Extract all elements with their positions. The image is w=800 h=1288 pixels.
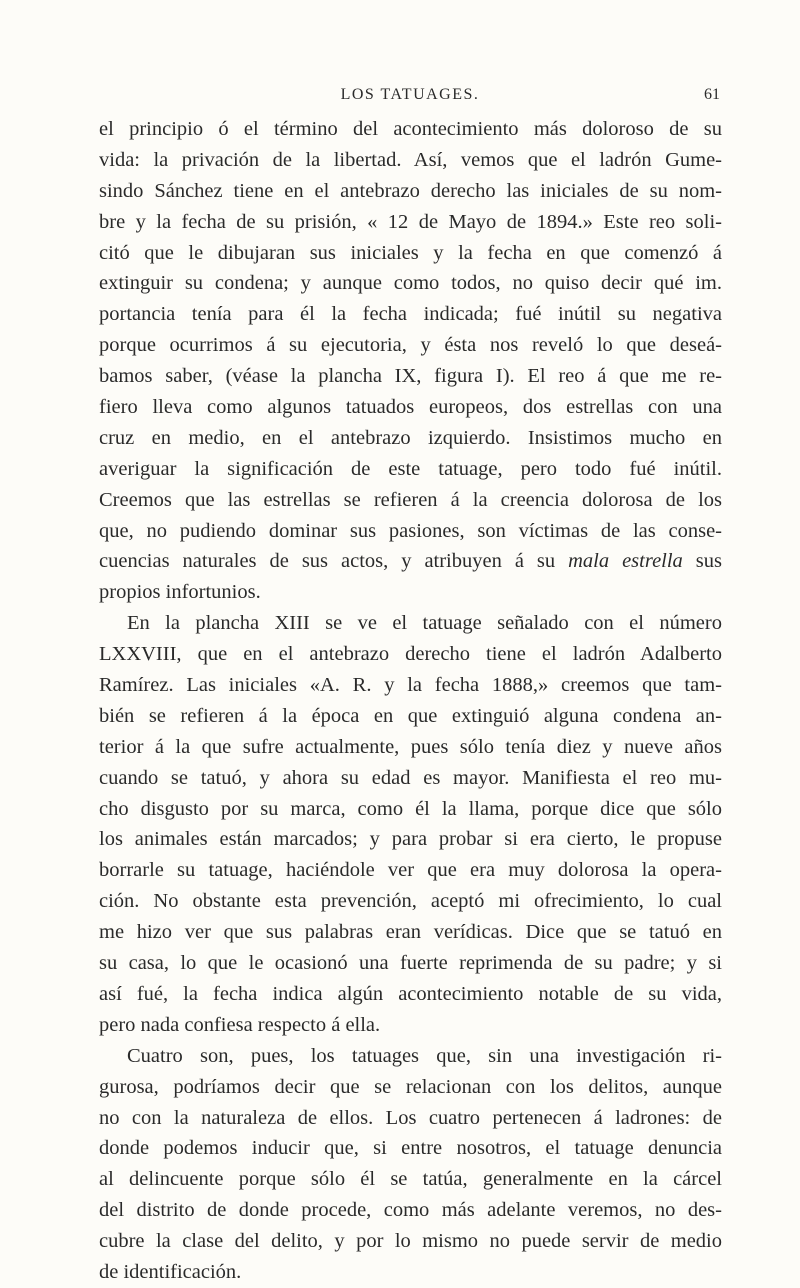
- text-line: [99, 732, 722, 763]
- page-header: [100, 86, 720, 110]
- text-line: [99, 886, 722, 917]
- text-run: Creemos que las estrellas se refieren á la creencia dolorosa de los: [99, 488, 722, 511]
- text-line: [99, 423, 722, 454]
- text-line: [99, 794, 722, 825]
- text-run: pero nada confiesa respecto á ella.: [99, 1013, 381, 1036]
- text-run: terior á la que sufre actualmente, pues sólo tenía diez y nueve años: [99, 735, 722, 758]
- text-line: [99, 701, 722, 732]
- text-run: su casa, lo que le ocasionó una fuerte reprimenda de su padre; y si: [99, 952, 722, 975]
- text-line: [99, 763, 722, 794]
- text-line: [99, 855, 722, 886]
- text-line: [99, 145, 722, 176]
- text-line: [99, 361, 722, 392]
- text-run: el principio ó el término del acontecimiento más doloroso de su: [99, 118, 722, 140]
- text-run: cubre la clase del delito, y por lo mismo no puede servir de medio: [99, 1230, 722, 1253]
- text-run: averiguar la significación de este tatuage, pero todo fué inútil.: [99, 457, 722, 480]
- text-run: En la plancha XIII se ve el tatuage señalado con el número: [127, 612, 722, 635]
- text-line: [99, 1164, 722, 1195]
- text-run: LXXVIII, que en el antebrazo derecho tiene el ladrón Adalberto: [99, 643, 722, 666]
- text-line: [99, 546, 722, 577]
- text-line: [99, 608, 722, 639]
- text-run: los animales están marcados; y para probar si era cierto, le propuse: [99, 828, 722, 851]
- text-line: [99, 114, 722, 145]
- text-run: cruz en medio, en el antebrazo izquierdo. Insistimos mucho en: [99, 426, 722, 449]
- running-head: LOS TATUAGES.: [340, 86, 480, 103]
- text-run: vida: la privación de la libertad. Así, vemos que el ladrón Gume-: [99, 148, 722, 171]
- text-run: fiero lleva como algunos tatuados europeos, dos estrellas con una: [99, 396, 722, 419]
- text-run: al delincuente porque sólo él se tatúa, generalmente en la cárcel: [99, 1168, 722, 1191]
- text-run: portancia tenía para él la fecha indicada; fué inútil su negativa: [99, 303, 722, 326]
- text-run: borrarle su tatuage, haciéndole ver que era muy dolorosa la opera-: [99, 859, 722, 882]
- text-run: bre y la fecha de su prisión, « 12 de Mayo de 1894.» Este reo soli-: [99, 210, 722, 233]
- text-line: [99, 824, 722, 855]
- text-run: me hizo ver que sus palabras eran verídicas. Dice que se tatuó en: [99, 921, 722, 944]
- text-run: que, no pudiendo dominar sus pasiones, son víctimas de las conse-: [99, 519, 722, 542]
- text-run: gurosa, podríamos decir que se relacionan con los delitos, aunque: [99, 1075, 722, 1098]
- text-run: de identificación.: [99, 1260, 242, 1283]
- text-line: [99, 917, 722, 948]
- text-line: [99, 299, 722, 330]
- text-run: así fué, la fecha indica algún acontecimiento notable de su vida,: [99, 982, 722, 1005]
- text-run: cho disgusto por su marca, como él la llama, porque dice que sólo: [99, 797, 722, 820]
- italic-phrase: mala estrella: [568, 550, 683, 573]
- text-line: [99, 516, 722, 547]
- text-run: del distrito de donde procede, como más adelante veremos, no des-: [99, 1199, 722, 1222]
- text-run: Cuatro son, pues, los tatuages que, sin una investigación ri-: [127, 1044, 722, 1067]
- text-line: [99, 330, 722, 361]
- text-line: [99, 1072, 722, 1103]
- text-line: [99, 1133, 722, 1164]
- page-number: 61: [704, 86, 720, 103]
- text-run: sindo Sánchez tiene en el antebrazo derecho las iniciales de su nom-: [99, 179, 722, 202]
- text-run: sus: [682, 550, 722, 573]
- text-run: extinguir su condena; y aunque como todos, no quiso decir qué im.: [99, 272, 722, 295]
- text-run: citó que le dibujaran sus iniciales y la fecha en que comenzó á: [99, 241, 722, 264]
- text-line: [99, 948, 722, 979]
- text-line: [99, 670, 722, 701]
- text-run: ción. No obstante esta prevención, aceptó mi ofrecimiento, lo cual: [99, 890, 722, 913]
- text-run: propios infortunios.: [99, 581, 261, 604]
- text-run: donde podemos inducir que, si entre nosotros, el tatuage denuncia: [99, 1137, 722, 1160]
- text-run: cuencias naturales de sus actos, y atribuyen á su: [99, 550, 569, 573]
- text-run: cuando se tatuó, y ahora su edad es mayor. Manifiesta el reo mu-: [99, 766, 722, 789]
- body-text: [99, 114, 722, 1288]
- text-run: bamos saber, (véase la plancha IX, figura I). El reo á que me re-: [99, 365, 722, 388]
- text-run: no con la naturaleza de ellos. Los cuatro pertenecen á ladrones: de: [99, 1106, 722, 1129]
- text-line: [99, 1195, 722, 1226]
- text-line: [99, 1010, 722, 1041]
- text-line: [99, 485, 722, 516]
- text-line: [99, 176, 722, 207]
- text-line: [99, 577, 722, 608]
- text-line: [99, 207, 722, 238]
- text-run: bién se refieren á la época en que extinguió alguna condena an-: [99, 704, 722, 727]
- text-line: [99, 1041, 722, 1072]
- text-line: [99, 639, 722, 670]
- text-line: [99, 454, 722, 485]
- text-line: [99, 268, 722, 299]
- text-run: porque ocurrimos á su ejecutoria, y ésta nos reveló lo que deseá-: [99, 334, 722, 357]
- text-line: [99, 392, 722, 423]
- text-line: [99, 979, 722, 1010]
- text-line: [99, 1103, 722, 1134]
- text-run: Ramírez. Las iniciales «A. R. y la fecha 1888,» creemos que tam-: [99, 674, 722, 697]
- text-line: [99, 238, 722, 269]
- text-line: [99, 1226, 722, 1257]
- text-line: [99, 1257, 722, 1288]
